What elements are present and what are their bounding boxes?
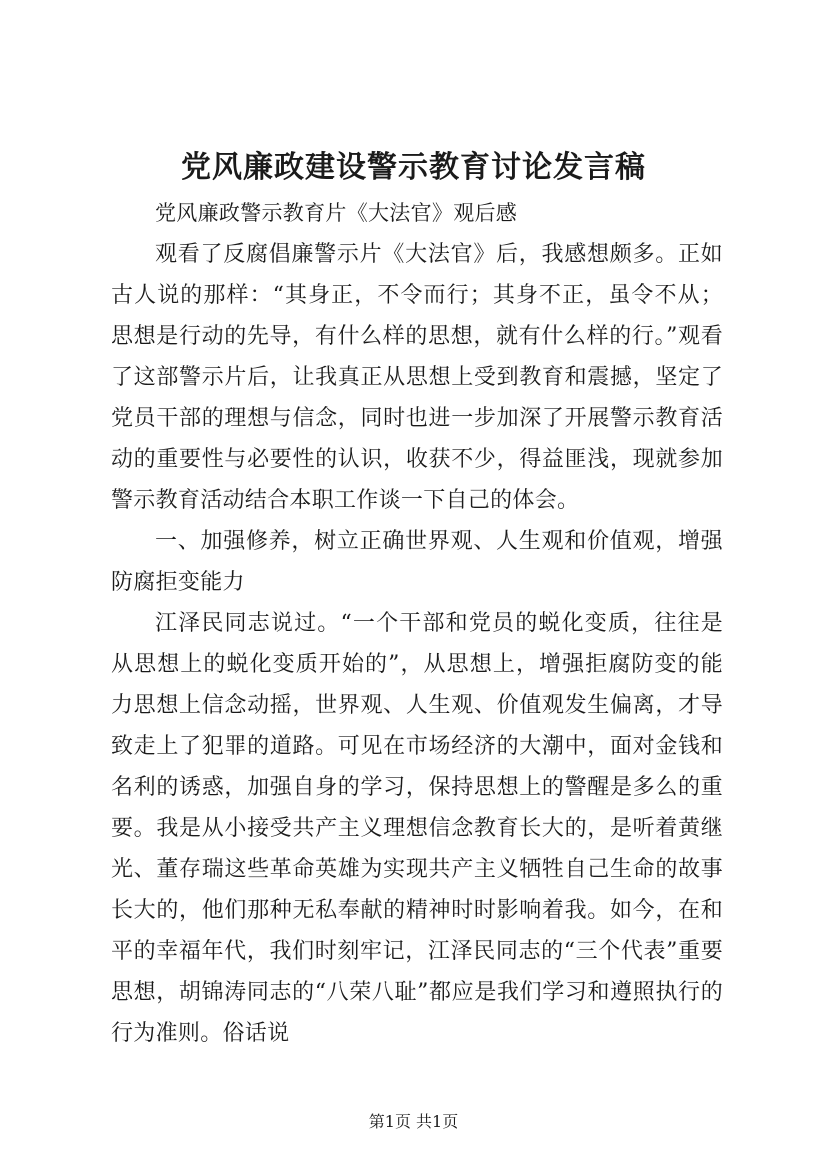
paragraph-intro: 观看了反腐倡廉警示片《大法官》后，我感想颇多。正如古人说的那样：“其身正，不令而行；其身不正，虽令不从；思想是行动的先导，有什么样的思想，就有什么样的行。”观看了这部警示片后，让我真正从思想上受到教育和震撼，坚定了党员干部的理想与信念，同时也进一步加深了开展警示教育活动的重要性与必要性的认识，收获不少，得益匪浅，现就参加警示教育活动结合本职工作谈一下自己的体会。	[111, 242, 723, 513]
document-body	[111, 193, 723, 1054]
page-footer: 第1页 共1页	[368, 1112, 459, 1131]
document-subtitle: 党风廉政警示教育片《大法官》观后感	[155, 201, 518, 225]
paragraph-section-1: 江泽民同志说过。“一个干部和党员的蜕化变质，往往是从思想上的蜕化变质开始的”，从思想上，增强拒腐防变的能力思想上信念动摇，世界观、人生观、价值观发生偏离，才导致走上了犯罪的道路。可见在市场经济的大潮中，面对金钱和名利的诱惑，加强自身的学习，保持思想上的警醒是多么的重要。我是从小接受共产主义理想信念教育长大的，是听着黄继光、董存瑞这些革命英雄为实现共产主义牺牲自己生命的故事长大的，他们那种无私奉献的精神时时影响着我。如今，在和平的幸福年代，我们时刻牢记，江泽民同志的“三个代表”重要思想，胡锦涛同志的“八荣八耻”都应是我们学习和遵照执行的行为准则。俗话说	[111, 611, 723, 1046]
document-title: 党风廉政建设警示教育讨论发言稿	[181, 150, 646, 185]
section-heading-1: 一、加强修养，树立正确世界观、人生观和价值观，增强防腐拒变能力	[111, 529, 723, 595]
